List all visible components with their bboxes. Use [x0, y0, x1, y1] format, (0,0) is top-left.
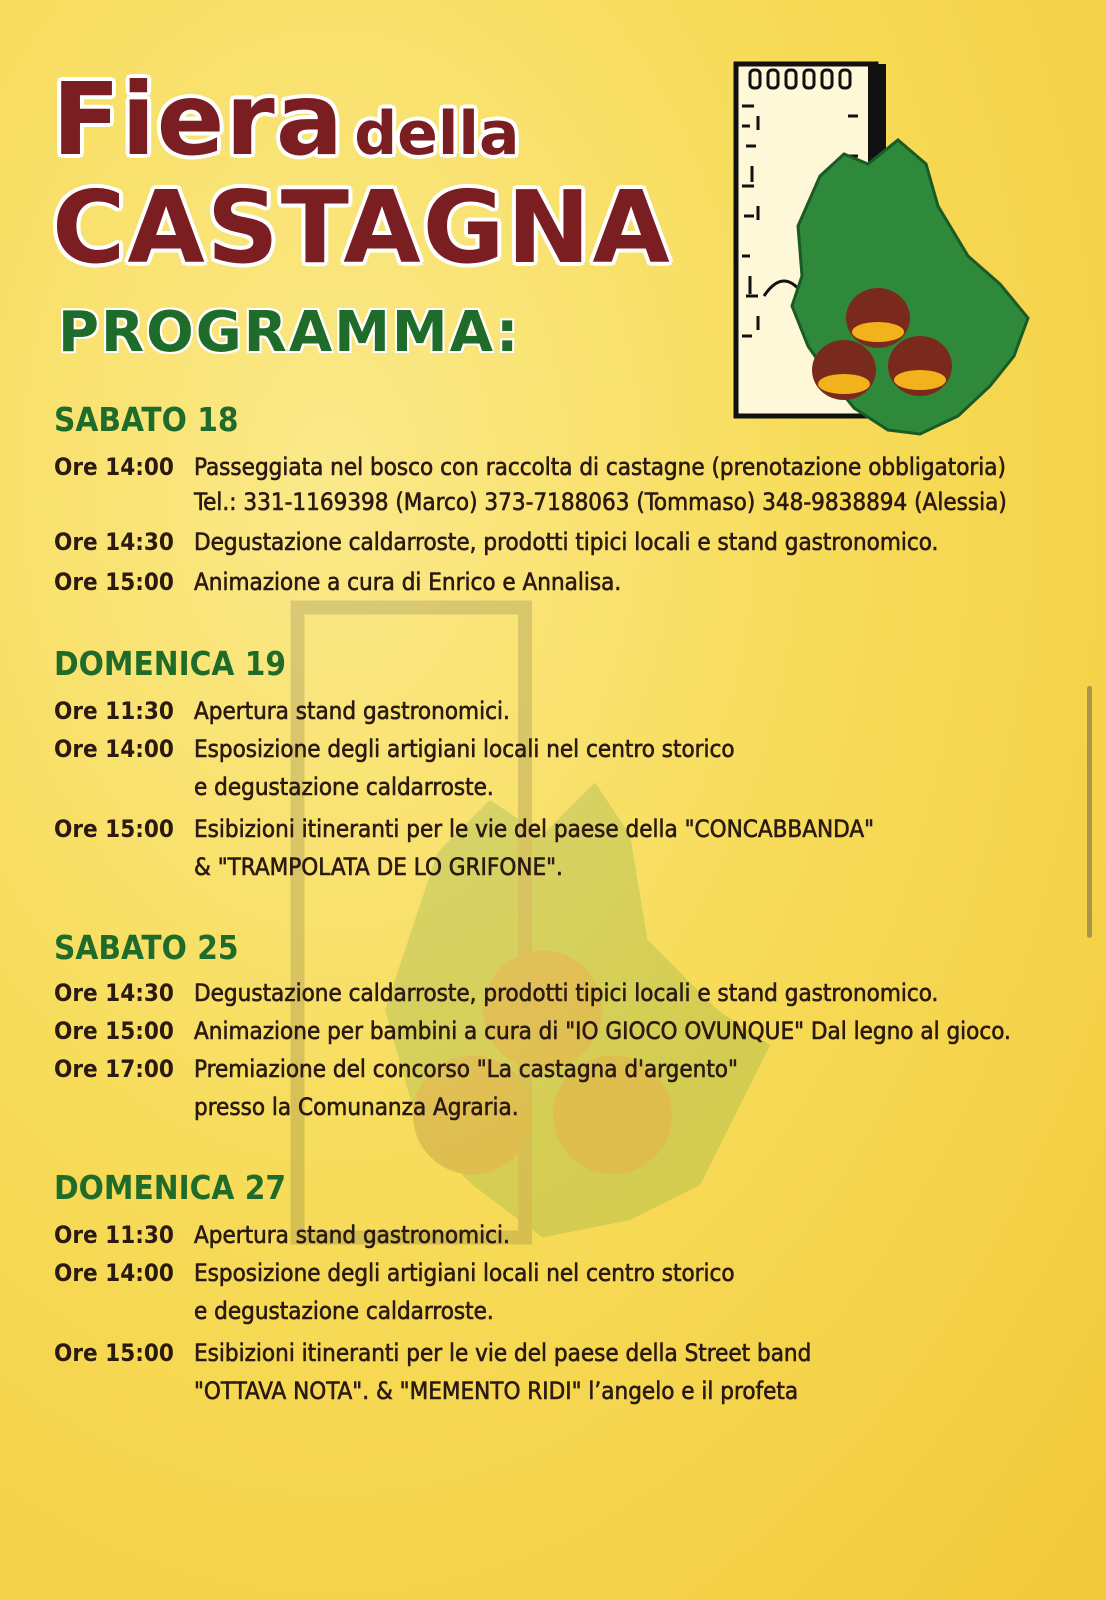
event-time: Ore 17:00: [54, 1055, 174, 1083]
title-line-1: [52, 61, 520, 178]
event-time: Ore 14:30: [54, 979, 174, 1007]
day-heading: DOMENICA 27: [54, 1168, 287, 1207]
day-heading: DOMENICA 19: [54, 644, 287, 683]
event-time: Ore 14:00: [54, 453, 174, 481]
title-fiera: Fiera: [52, 61, 345, 178]
event-description: e degustazione caldarroste.: [194, 773, 494, 801]
event-description: Degustazione caldarroste, prodotti tipici locali e stand gastronomico.: [194, 979, 939, 1007]
event-description: Esposizione degli artigiani locali nel centro storico: [194, 735, 735, 763]
day-heading: SABATO 25: [54, 928, 239, 967]
event-time: Ore 14:00: [54, 1259, 174, 1287]
event-description: Esibizioni itineranti per le vie del paese della Street band: [194, 1339, 812, 1367]
event-time: Ore 14:30: [54, 528, 174, 556]
event-description: Animazione per bambini a cura di "IO GIOCO OVUNQUE" Dal legno al gioco.: [194, 1017, 1011, 1045]
event-time: Ore 15:00: [54, 568, 174, 596]
event-time: Ore 11:30: [54, 1221, 174, 1249]
tower-map-chestnuts-logo: [728, 56, 1048, 456]
event-description: Premiazione del concorso "La castagna d'argento": [194, 1055, 738, 1083]
title-della: della: [354, 99, 520, 169]
event-description: Apertura stand gastronomici.: [194, 1221, 510, 1249]
event-description: Apertura stand gastronomici.: [194, 697, 510, 725]
scrollbar[interactable]: [1087, 686, 1092, 938]
event-description: Passeggiata nel bosco con raccolta di castagne (prenotazione obbligatoria): [194, 453, 1006, 481]
event-description: Animazione a cura di Enrico e Annalisa.: [194, 568, 622, 596]
event-description: Degustazione caldarroste, prodotti tipici locali e stand gastronomico.: [194, 528, 939, 556]
title-castagna: CASTAGNA: [52, 169, 672, 286]
event-time: Ore 15:00: [54, 1017, 174, 1045]
event-description: presso la Comunanza Agraria.: [194, 1093, 519, 1121]
day-heading: SABATO 18: [54, 400, 239, 439]
event-description: & "TRAMPOLATA DE LO GRIFONE".: [194, 853, 563, 881]
event-time: Ore 14:00: [54, 735, 174, 763]
event-description: e degustazione caldarroste.: [194, 1297, 494, 1325]
event-phone-numbers: Tel.: 331-1169398 (Marco) 373-7188063 (Tommaso) 348-9838894 (Alessia): [194, 488, 1007, 516]
event-time: Ore 15:00: [54, 815, 174, 843]
event-time: Ore 15:00: [54, 1339, 174, 1367]
event-description: Esibizioni itineranti per le vie del paese della "CONCABBANDA": [194, 815, 875, 843]
programma-heading: PROGRAMMA:: [58, 300, 521, 365]
event-description: "OTTAVA NOTA". & "MEMENTO RIDI" l’angelo e il profeta: [194, 1377, 799, 1405]
tower-map-watermark: [280, 560, 840, 1320]
event-time: Ore 11:30: [54, 697, 174, 725]
event-description: Esposizione degli artigiani locali nel centro storico: [194, 1259, 735, 1287]
